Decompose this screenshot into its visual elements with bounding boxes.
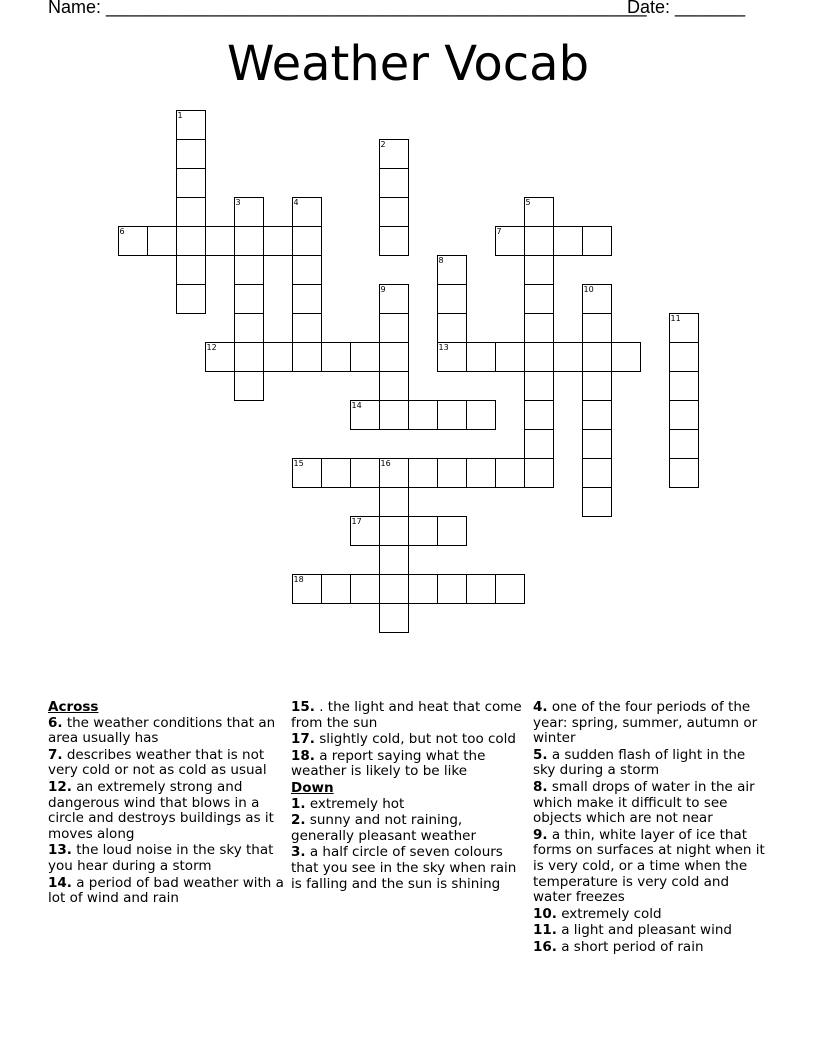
clue-number: 6.: [48, 714, 63, 731]
crossword-cell[interactable]: [408, 574, 438, 604]
crossword-cell[interactable]: [263, 342, 293, 372]
crossword-cell[interactable]: [292, 574, 322, 604]
clue-down-5: [533, 748, 769, 779]
crossword-cell[interactable]: [437, 400, 467, 430]
crossword-cell[interactable]: [524, 371, 554, 401]
clue-text: small drops of water in the air which make it difficult to see objects which are not near: [533, 778, 755, 827]
crossword-cell[interactable]: [379, 168, 409, 198]
cell-number: 1: [177, 111, 183, 120]
crossword-cell[interactable]: [379, 516, 409, 546]
crossword-cell[interactable]: [379, 400, 409, 430]
clue-text: the weather conditions that an area usually has: [48, 714, 276, 747]
crossword-cell[interactable]: [524, 429, 554, 459]
crossword-cell[interactable]: [669, 342, 699, 372]
crossword-cell[interactable]: [379, 313, 409, 343]
cell-number: 17: [351, 517, 362, 526]
crossword-cell[interactable]: [466, 400, 496, 430]
crossword-cell[interactable]: [321, 342, 351, 372]
cell-number: 18: [293, 575, 304, 584]
crossword-cell[interactable]: [669, 400, 699, 430]
crossword-cell[interactable]: [350, 342, 380, 372]
crossword-cell[interactable]: [350, 400, 380, 430]
crossword-cell[interactable]: [379, 371, 409, 401]
crossword-cell[interactable]: [321, 458, 351, 488]
crossword-cell[interactable]: [234, 371, 264, 401]
clue-number: 4.: [533, 699, 548, 715]
cell-number: 2: [380, 140, 386, 149]
clue-text: a light and pleasant wind: [561, 922, 732, 939]
clue-text: describes weather that is not very cold or not as cold as usual: [48, 746, 267, 779]
crossword-cell[interactable]: [495, 342, 525, 372]
crossword-cell[interactable]: [379, 197, 409, 227]
clue-down-16: [533, 940, 769, 956]
crossword-cell[interactable]: [350, 458, 380, 488]
crossword-cell[interactable]: [118, 226, 148, 256]
page-title: Weather Vocab: [226, 36, 590, 92]
crossword-cell[interactable]: [292, 226, 322, 256]
crossword-cell[interactable]: [379, 284, 409, 314]
clue-text: sunny and not raining, generally pleasant weather: [291, 812, 477, 844]
crossword-cell[interactable]: [524, 255, 554, 285]
crossword-cell[interactable]: [582, 400, 612, 430]
clue-number: 8.: [533, 778, 548, 795]
clue-text: a sudden flash of light in the sky during a storm: [533, 746, 746, 779]
clue-number: 13.: [48, 842, 72, 859]
clue-text: a thin, white layer of ice that forms on surfaces at night when it is very cold, or a time when the temperature is very cold and water freezes: [533, 826, 765, 906]
crossword-cell[interactable]: [408, 516, 438, 546]
crossword-cell[interactable]: [437, 516, 467, 546]
clue-number: 1.: [291, 795, 306, 812]
crossword-cell[interactable]: [466, 574, 496, 604]
crossword-cell[interactable]: [379, 545, 409, 575]
crossword-cell[interactable]: [379, 139, 409, 169]
clue-text: a period of bad weather with a lot of wind and rain: [48, 874, 284, 907]
crossword-cell[interactable]: [379, 574, 409, 604]
crossword-cell[interactable]: [495, 574, 525, 604]
crossword-cell[interactable]: [234, 226, 264, 256]
crossword-cell[interactable]: [524, 342, 554, 372]
down-heading: Down: [291, 779, 334, 796]
crossword-cell[interactable]: [379, 458, 409, 488]
clue-text: extremely cold: [561, 905, 662, 922]
crossword-cell[interactable]: [669, 429, 699, 459]
crossword-cell[interactable]: [582, 487, 612, 517]
crossword-cell[interactable]: [582, 371, 612, 401]
crossword-cell[interactable]: [524, 313, 554, 343]
clue-column-1: [48, 700, 284, 908]
clue-text: a half circle of seven colours that you see in the sky when rain is falling and the sun is shining: [291, 844, 517, 892]
crossword-cell[interactable]: [524, 458, 554, 488]
crossword-cell[interactable]: [292, 313, 322, 343]
clue-across-17: [291, 732, 527, 748]
clue-across-7: [48, 748, 284, 779]
clue-down-1: [291, 797, 527, 813]
crossword-cell[interactable]: [234, 342, 264, 372]
name-label: Name: ______________________________________________________: [48, 0, 647, 17]
cell-number: 5: [525, 198, 531, 207]
crossword-cell[interactable]: [176, 255, 206, 285]
crossword-cell[interactable]: [292, 458, 322, 488]
crossword-cell[interactable]: [437, 574, 467, 604]
date-label: Date: _______: [627, 0, 746, 17]
crossword-cell[interactable]: [147, 226, 177, 256]
cell-number: 14: [351, 401, 362, 410]
clue-number: 3.: [291, 844, 306, 861]
crossword-cell[interactable]: [234, 197, 264, 227]
crossword-cell[interactable]: [350, 574, 380, 604]
crossword-cell[interactable]: [524, 284, 554, 314]
crossword-cell[interactable]: [582, 284, 612, 314]
crossword-cell[interactable]: [437, 342, 467, 372]
clue-number: 16.: [533, 938, 557, 955]
clue-across-6: [48, 716, 284, 747]
crossword-cell[interactable]: [582, 342, 612, 372]
crossword-cell[interactable]: [292, 255, 322, 285]
crossword-cell[interactable]: [611, 342, 641, 372]
cell-number: 15: [293, 459, 304, 468]
clue-number: 7.: [48, 746, 63, 763]
crossword-cell[interactable]: [437, 313, 467, 343]
clue-down-8: [533, 780, 769, 827]
crossword-cell[interactable]: [582, 458, 612, 488]
crossword-cell[interactable]: [292, 197, 322, 227]
crossword-cell[interactable]: [176, 284, 206, 314]
clue-text: a report saying what the weather is likely to be like: [291, 747, 486, 780]
clue-down-9: [533, 828, 769, 906]
cell-number: 9: [380, 285, 386, 294]
cell-number: 7: [496, 227, 502, 236]
crossword-cell[interactable]: [350, 516, 380, 546]
clue-number: 9.: [533, 826, 548, 843]
clue-number: 11.: [533, 922, 557, 939]
cell-number: 12: [206, 343, 217, 352]
crossword-cell[interactable]: [234, 284, 264, 314]
crossword-cell[interactable]: [669, 313, 699, 343]
crossword-cell[interactable]: [205, 226, 235, 256]
clue-text: . the light and heat that come from the sun: [291, 699, 522, 731]
crossword-cell[interactable]: [292, 284, 322, 314]
clue-number: 17.: [291, 731, 315, 748]
crossword-cell[interactable]: [466, 342, 496, 372]
crossword-cell[interactable]: [408, 458, 438, 488]
crossword-cell[interactable]: [408, 400, 438, 430]
crossword-cell[interactable]: [669, 458, 699, 488]
crossword-cell[interactable]: [669, 371, 699, 401]
crossword-cell[interactable]: [379, 226, 409, 256]
crossword-cell[interactable]: [234, 255, 264, 285]
clue-text: one of the four periods of the year: spring, summer, autumn or winter: [533, 699, 758, 747]
clue-column-2: [291, 700, 527, 893]
clue-across-12: [48, 780, 284, 842]
crossword-cell[interactable]: [292, 342, 322, 372]
crossword-cell[interactable]: [553, 226, 583, 256]
crossword-cell[interactable]: [466, 458, 496, 488]
clue-number: 2.: [291, 812, 306, 829]
clue-number: 5.: [533, 746, 548, 763]
crossword-cell[interactable]: [524, 226, 554, 256]
crossword-cell[interactable]: [495, 226, 525, 256]
cell-number: 8: [438, 256, 444, 265]
clue-number: 14.: [48, 874, 72, 891]
crossword-cell[interactable]: [176, 110, 206, 140]
cell-number: 6: [119, 227, 125, 236]
crossword-cell[interactable]: [176, 168, 206, 198]
crossword-cell[interactable]: [495, 458, 525, 488]
clue-text: an extremely strong and dangerous wind that blows in a circle and destroys buildings as it moves along: [48, 778, 274, 842]
clue-text: the loud noise in the sky that you hear during a storm: [48, 842, 274, 874]
crossword-cell[interactable]: [379, 487, 409, 517]
clue-number: 10.: [533, 905, 557, 922]
crossword-cell[interactable]: [524, 400, 554, 430]
crossword-cell[interactable]: [582, 429, 612, 459]
clue-down-10: [533, 907, 769, 923]
crossword-cell[interactable]: [379, 603, 409, 633]
clue-number: 18.: [291, 747, 315, 764]
cell-number: 13: [438, 343, 449, 352]
crossword-cell[interactable]: [176, 226, 206, 256]
crossword-cell[interactable]: [582, 226, 612, 256]
clue-across-13: [48, 843, 284, 874]
crossword-cell[interactable]: [176, 197, 206, 227]
clue-down-11: [533, 923, 769, 939]
clue-column-3: [533, 700, 769, 957]
crossword-cell[interactable]: [263, 226, 293, 256]
across-heading: Across: [48, 699, 99, 715]
cell-number: 3: [235, 198, 241, 207]
cell-number: 4: [293, 198, 299, 207]
clue-down-4: [533, 700, 769, 747]
cell-number: 16: [380, 459, 391, 468]
clue-across-18: [291, 749, 527, 780]
clue-down-2: [291, 813, 527, 844]
cell-number: 11: [670, 314, 681, 323]
cell-number: 10: [583, 285, 594, 294]
crossword-cell[interactable]: [176, 139, 206, 169]
clue-down-3: [291, 845, 527, 892]
crossword-cell[interactable]: [524, 197, 554, 227]
clue-across-14: [48, 876, 284, 907]
clue-number: 15.: [291, 699, 315, 715]
crossword-cell[interactable]: [379, 342, 409, 372]
clue-number: 12.: [48, 778, 72, 795]
crossword-cell[interactable]: [321, 574, 351, 604]
clue-across-15: [291, 700, 527, 731]
clue-text: a short period of rain: [561, 938, 704, 955]
crossword-cell[interactable]: [234, 313, 264, 343]
crossword-cell[interactable]: [437, 255, 467, 285]
clue-text: extremely hot: [309, 795, 405, 812]
crossword-cell[interactable]: [582, 313, 612, 343]
crossword-cell[interactable]: [205, 342, 235, 372]
crossword-cell[interactable]: [437, 284, 467, 314]
crossword-cell[interactable]: [553, 342, 583, 372]
crossword-cell[interactable]: [437, 458, 467, 488]
clue-text: slightly cold, but not too cold: [319, 731, 517, 748]
